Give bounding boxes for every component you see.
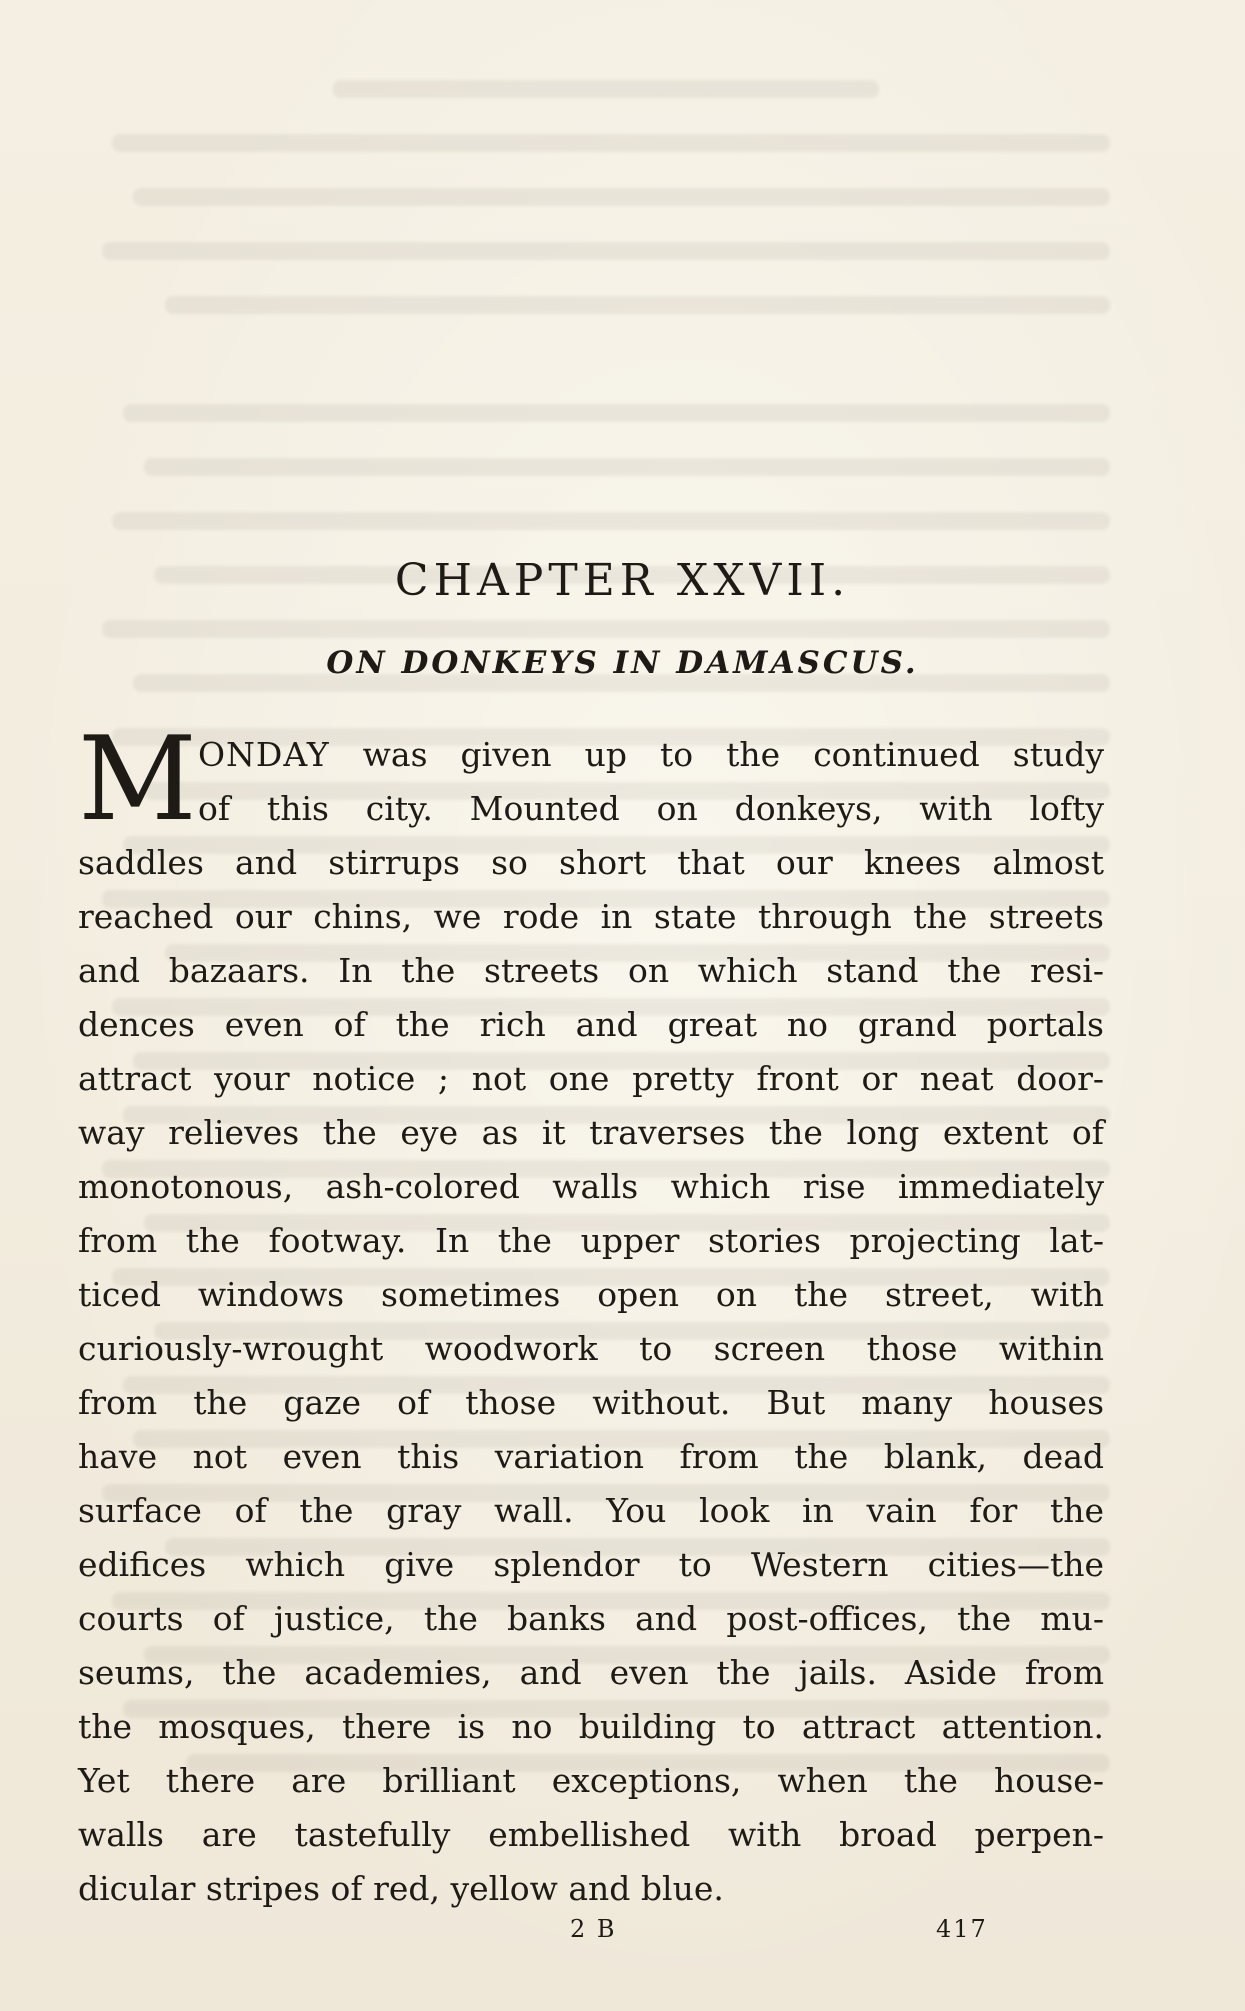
text-line-2: of this city. Mounted on donkeys, with lofty xyxy=(198,789,1104,828)
body-paragraph xyxy=(78,712,1104,1916)
text-line-1 xyxy=(198,728,1104,782)
text-line: saddles and stirrups so short that our knees almost xyxy=(78,843,1104,882)
text-line: Yet there are brilliant exceptions, when the house- xyxy=(78,1761,1104,1800)
page-number: 417 xyxy=(936,1915,988,1943)
chapter-subtitle: ON DONKEYS IN DAMASCUS. xyxy=(326,645,919,681)
text-line: from the gaze of those without. But many houses xyxy=(78,1383,1104,1422)
text-line: reached our chins, we rode in state through the streets xyxy=(78,897,1104,936)
text-line: surface of the gray wall. You look in vain for the xyxy=(78,1491,1104,1530)
text-line: curiously-wrought woodwork to screen those within xyxy=(78,1329,1104,1368)
text-line: and bazaars. In the streets on which stand the resi- xyxy=(78,951,1104,990)
text-line: the mosques, there is no building to attract attention. xyxy=(78,1707,1104,1746)
text-line: walls are tastefully embellished with broad perpen- xyxy=(78,1815,1104,1854)
text-line: attract your notice ; not one pretty front or neat door- xyxy=(78,1059,1104,1098)
text-line: seums, the academies, and even the jails. Aside from xyxy=(78,1653,1104,1692)
chapter-title: CHAPTER XXVII. xyxy=(394,555,851,606)
signature-mark: 2 B xyxy=(570,1915,617,1943)
text-line: way relieves the eye as it traverses the long extent of xyxy=(78,1113,1104,1152)
text-line: monotonous, ash-colored walls which rise immediately xyxy=(78,1167,1104,1206)
text-line: from the footway. In the upper stories projecting lat- xyxy=(78,1221,1104,1260)
opening-lines xyxy=(78,712,1104,847)
text-line: have not even this variation from the blank, dead xyxy=(78,1437,1104,1476)
text-line: ticed windows sometimes open on the street, with xyxy=(78,1275,1104,1314)
text-line-last: dicular stripes of red, yellow and blue. xyxy=(78,1869,724,1908)
text-line: courts of justice, the banks and post-offices, the mu- xyxy=(78,1599,1104,1638)
text-line: dences even of the rich and great no grand portals xyxy=(78,1005,1104,1044)
text-line: edifices which give splendor to Western cities—the xyxy=(78,1545,1104,1584)
drop-cap: M xyxy=(78,712,197,847)
text-line-1-rest: was given up to the continued study xyxy=(329,735,1104,774)
opening-word: ONDAY xyxy=(198,735,330,774)
